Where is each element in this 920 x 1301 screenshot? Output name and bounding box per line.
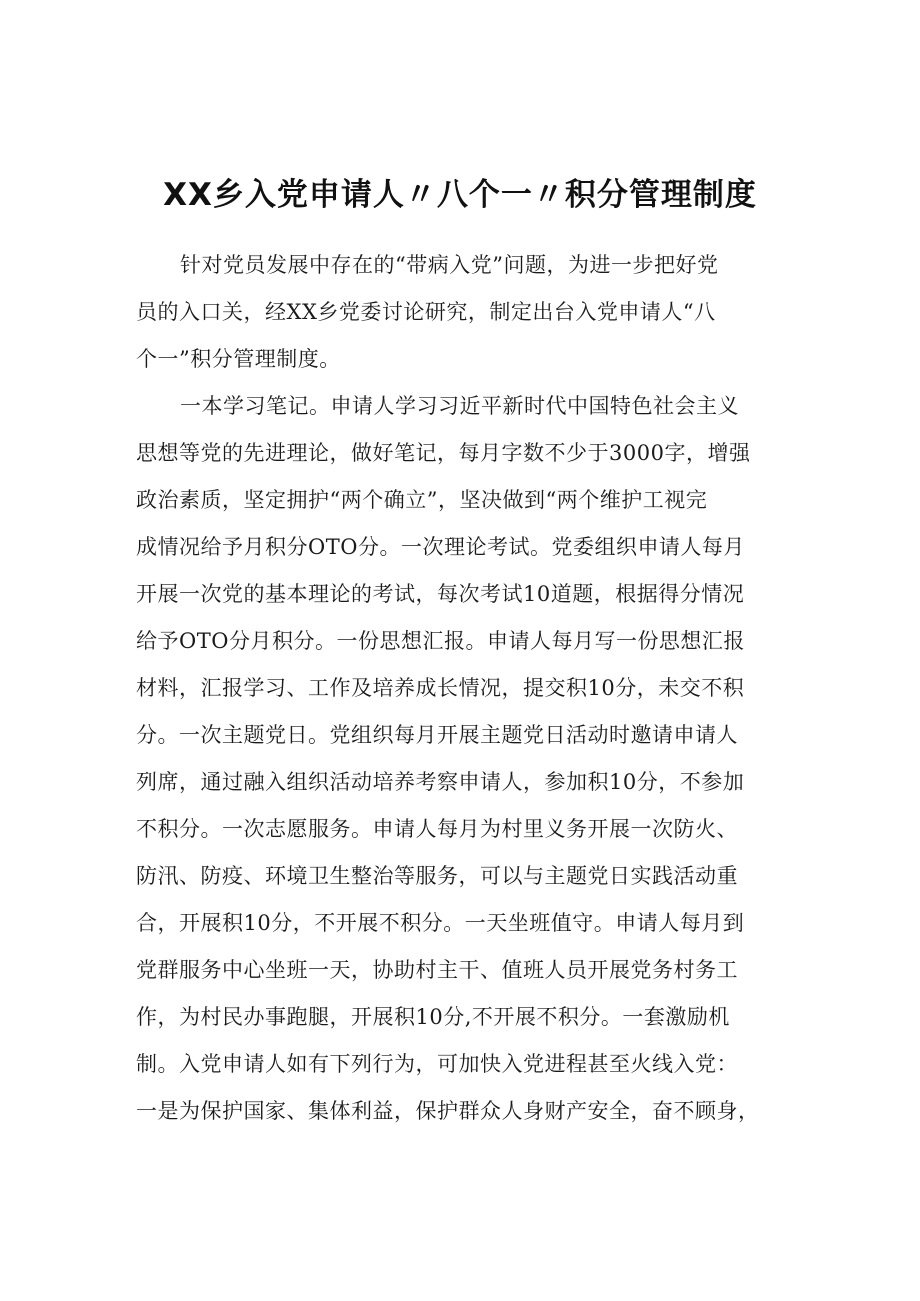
text-line: 党群服务中心坐班一天，协助村主干、值班人员开展党务村务工 <box>136 958 738 982</box>
intro-paragraph <box>136 242 788 383</box>
text-line: 个一”积分管理制度。 <box>136 347 341 371</box>
text-line: 开展一次党的基本理论的考试，每次考试10道题，根据得分情况 <box>136 582 745 606</box>
document-body <box>136 242 788 1135</box>
rules-paragraph <box>136 383 788 1135</box>
text-line: 列席，通过融入组织活动培养考察申请人，参加积10分，不参加 <box>136 770 745 794</box>
text-line: 一是为保护国家、集体利益，保护群众人身财产安全，奋不顾身， <box>136 1099 760 1123</box>
text-line: 员的入口关，经XX乡党委讨论研究，制定出台入党申请人“八 <box>136 300 716 324</box>
text-line: 合，开展积10分，不开展不积分。一天坐班值守。申请人每月到 <box>136 911 745 935</box>
text-line: 材料，汇报学习、工作及培养成长情况，提交积10分，未交不积 <box>136 676 745 700</box>
text-line: 给予OTO分月积分。一份思想汇报。申请人每月写一份思想汇报 <box>136 629 745 653</box>
text-line: 一本学习笔记。申请人学习习近平新时代中国特色社会主义 <box>180 394 739 418</box>
text-line: 成情况给予月积分OTO分。一次理论考试。党委组织申请人每月 <box>136 535 745 559</box>
text-line: 制。入党申请人如有下列行为，可加快入党进程甚至火线入党： <box>136 1052 738 1076</box>
text-line: 不积分。一次志愿服务。申请人每月为村里义务开展一次防火、 <box>136 817 738 841</box>
text-line: 分。一次主题党日。党组织每月开展主题党日活动时邀请申请人 <box>136 723 738 747</box>
text-line: 针对党员发展中存在的“带病入党”问题，为进一步把好党 <box>180 253 719 277</box>
text-line: 政治素质，坚定拥护“两个确立”，坚决做到“两个维护工视完 <box>136 488 708 512</box>
text-line: 作，为村民办事跑腿，开展积10分,不开展不积分。一套激励机 <box>136 1005 730 1029</box>
document-title: XX乡入党申请人〃八个一〃积分管理制度 <box>163 177 757 213</box>
text-line: 思想等党的先进理论，做好笔记，每月字数不少于3000字，增强 <box>136 441 751 465</box>
text-line: 防汛、防疫、环境卫生整治等服务，可以与主题党日实践活动重 <box>136 864 738 888</box>
